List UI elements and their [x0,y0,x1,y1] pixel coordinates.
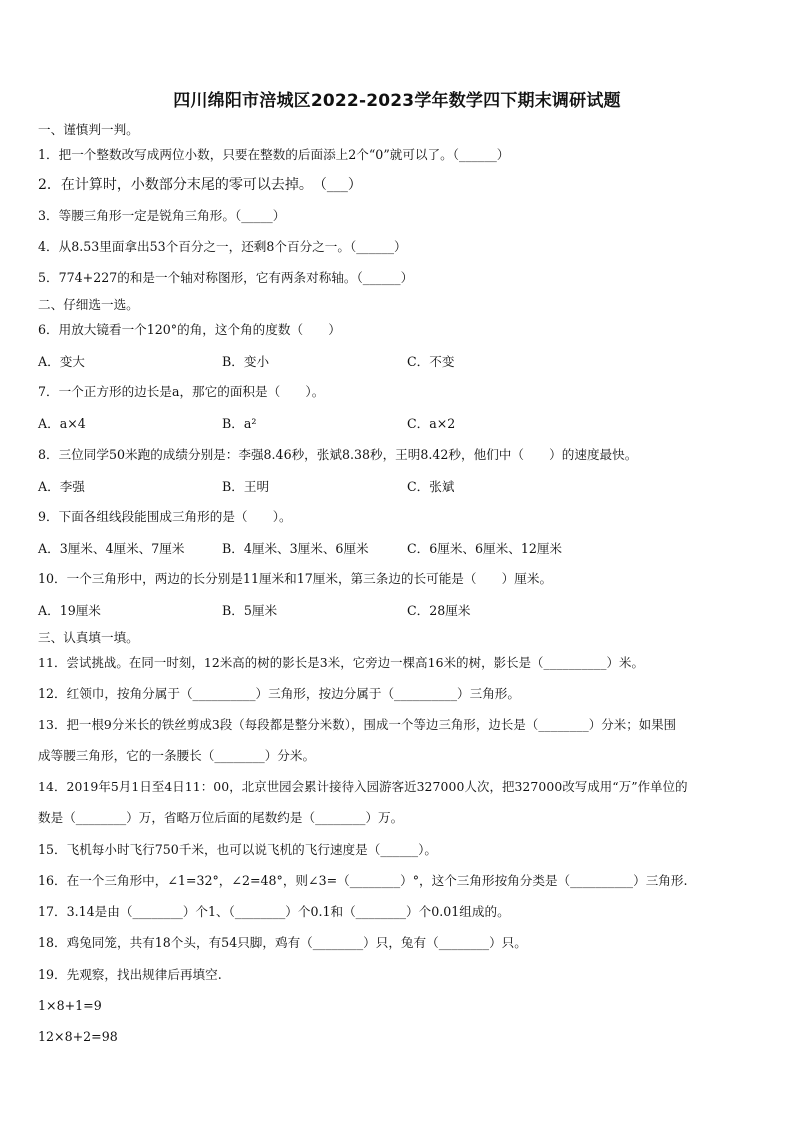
section-heading-fill: 三、认真填一填。 [38,630,139,645]
q10-option-b: B．5厘米 [222,603,278,618]
question-13-line-2: 成等腰三角形，它的一条腰长（________）分米。 [38,748,316,763]
question-19-equation-1: 1×8+1=9 [38,998,102,1013]
question-19: 19．先观察，找出规律后再填空. [38,967,222,982]
question-1: 1．把一个整数改写成两位小数，只要在整数的后面添上2个“0”就可以了。（______） [38,147,510,162]
question-2: 2．在计算时，小数部分末尾的零可以去掉。 （___） [38,177,362,193]
question-15: 15．飞机每小时飞行750千米，也可以说飞机的飞行速度是（______）。 [38,842,437,857]
q6-option-a: A．变大 [38,354,85,369]
q8-option-c: C．张斌 [407,479,455,494]
question-10: 10．一个三角形中，两边的长分别是11厘米和17厘米，第三条边的长可能是（ ）厘米。 [38,571,553,586]
q10-option-c: C．28厘米 [407,603,471,618]
q7-option-a: A．a×4 [38,416,86,431]
question-9: 9．下面各组线段能围成三角形的是（ ）。 [38,509,292,524]
question-7: 7．一个正方形的边长是a，那它的面积是（ ）。 [38,384,325,399]
q7-option-c: C．a×2 [407,416,456,431]
question-4: 4．从8.53里面拿出53个百分之一，还剩8个百分之一。（______） [38,239,407,254]
question-14-line-1: 14．2019年5月1日至4日11：00，北京世园会累计接待入园游客近327000人次，把327000改写成用“万”作单位的 [38,779,688,794]
q8-option-a: A．李强 [38,479,85,494]
question-16: 16．在一个三角形中，∠1=32°，∠2=48°，则∠3=（________）°，这个三角形按角分类是（__________）三角形. [38,873,688,888]
q8-option-b: B．王明 [222,479,270,494]
page-title: 四川绵阳市涪城区2022-2023学年数学四下期末调研试题 [173,91,621,111]
question-18: 18．鸡兔同笼，共有18个头，有54只脚，鸡有（________）只，兔有（________）只。 [38,935,527,950]
question-17: 17．3.14是由（________）个1、（________）个0.1和（________）个0.01组成的。 [38,904,510,919]
q9-option-b: B．4厘米、3厘米、6厘米 [222,541,369,556]
question-14-line-2: 数是（________）万，省略万位后面的尾数约是（________）万。 [38,810,404,825]
q10-option-a: A．19厘米 [38,603,101,618]
question-3: 3．等腰三角形一定是锐角三角形。（_____） [38,208,286,223]
q9-option-c: C．6厘米、6厘米、12厘米 [407,541,563,556]
q6-option-c: C．不变 [407,354,455,369]
section-heading-choose: 二、仔细选一选。 [38,297,139,312]
question-5: 5．774+227的和是一个轴对称图形，它有两条对称轴。（______） [38,270,414,285]
question-6: 6．用放大镜看一个120°的角，这个角的度数（ ） [38,322,341,337]
q7-option-b: B．a² [222,416,257,431]
question-11: 11．尝试挑战。在同一时刻，12米高的树的影长是3米，它旁边一棵高16米的树，影长是（__________）米。 [38,655,644,670]
question-19-equation-2: 12×8+2=98 [38,1029,118,1044]
q9-option-a: A．3厘米、4厘米、7厘米 [38,541,185,556]
section-heading-judge: 一、谨慎判一判。 [38,122,139,137]
question-13-line-1: 13．把一根9分米长的铁丝剪成3段（每段都是整分米数），围成一个等边三角形，边长是（________）分米；如果围 [38,717,677,732]
question-8: 8．三位同学50米跑的成绩分别是：李强8.46秒，张斌8.38秒，王明8.42秒，他们中（ ）的速度最快。 [38,447,638,462]
q6-option-b: B．变小 [222,354,270,369]
question-12: 12．红领巾，按角分属于（__________）三角形，按边分属于（__________）三角形。 [38,686,520,701]
